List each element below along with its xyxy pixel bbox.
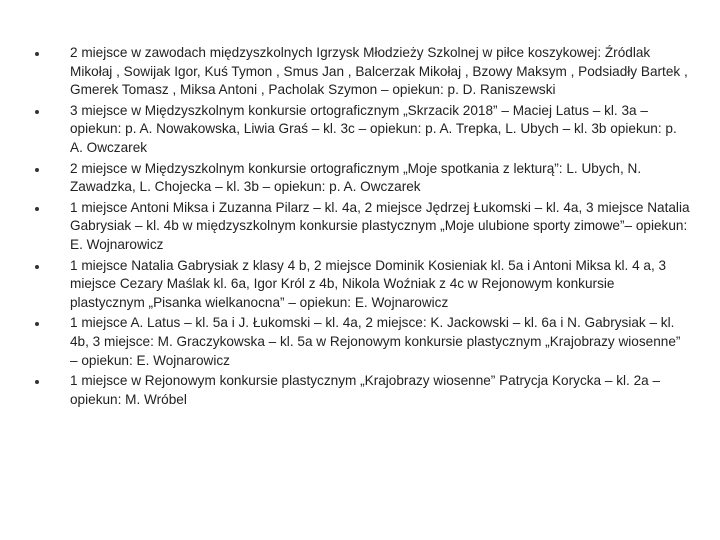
list-item-text: 1 miejsce A. Latus – kl. 5a i J. Łukomski – kl. 4a, 2 miejsce: K. Jackowski – kl. 6a i N. Gabrysiak – kl. 4b, 3 miejsce: M. Graczykowska – kl. 5a w Rejonowym konkursie plastycznym „Krajobrazy wiosenne” – opiekun: E. Wojnarowicz — [70, 315, 681, 368]
bullet-icon — [35, 52, 39, 56]
list-item — [30, 44, 690, 100]
bullet-icon — [35, 168, 39, 172]
list-item — [30, 257, 690, 313]
bullet-icon — [35, 110, 39, 114]
list-item — [30, 199, 690, 255]
list-item-text: 2 miejsce w Międzyszkolnym konkursie ortograficznym „Moje spotkania z lekturą”: L. Ubych, N. Zawadzka, L. Chojecka – kl. 3b – opiekun: p. A. Owczarek — [70, 160, 642, 195]
list-item — [30, 372, 690, 409]
bullet-icon — [35, 265, 39, 269]
bullet-icon — [35, 380, 39, 384]
list-item-text: 1 miejsce Natalia Gabrysiak z klasy 4 b, 2 miejsce Dominik Kosieniak kl. 5a i Antoni Miksa kl. 4 a, 3 miejsce Cezary Maślak kl. 6a, Igor Król z 4b, Nikola Woźniak z 4c w Rejonowym konkursie plastycznym „Pisanka wielkanocna” – opiekun: E. Wojnarowicz — [70, 257, 667, 310]
list-item-text: 2 miejsce w zawodach międzyszkolnych Igrzysk Młodzieży Szkolnej w piłce koszykowej: Źródlak Mikołaj , Sowijak Igor, Kuś Tymon , Smus Jan , Balcerzak Mikołaj , Bzowy Maksym , Podsiadły Bartek , Gmerek Tomasz , Miksa Antoni , Pacholak Szymon – opiekun: p. D. Raniszewski — [70, 45, 688, 98]
list-item — [30, 160, 690, 197]
list-item — [30, 314, 690, 370]
list-item-text: 1 miejsce w Rejonowym konkursie plastycznym „Krajobrazy wiosenne” Patrycja Korycka – kl. 2a – opiekun: M. Wróbel — [70, 373, 661, 407]
bullet-icon — [35, 207, 39, 211]
list-item-text: 1 miejsce Antoni Miksa i Zuzanna Pilarz – kl. 4a, 2 miejsce Jędrzej Łukomski – kl. 4a, 3 miejsce Natalia Gabrysiak – kl. 4b w międzyszkolnym konkursie plastycznym „Moje ulubione sporty zimowe”– opiekun: E. Wojnarowicz — [70, 199, 690, 252]
list-item-text: 3 miejsce w Międzyszkolnym konkursie ortograficznym „Skrzacik 2018” – Maciej Latus – kl. 3a – opiekun: p. A. Nowakowska, Liwia Graś – kl. 3c – opiekun: p. A. Trepka, L. Ubych – kl. 3b opiekun: p. A. Owczarek — [70, 102, 677, 155]
bullet-icon — [35, 322, 39, 326]
list-item — [30, 102, 690, 158]
bullet-list — [30, 44, 690, 411]
